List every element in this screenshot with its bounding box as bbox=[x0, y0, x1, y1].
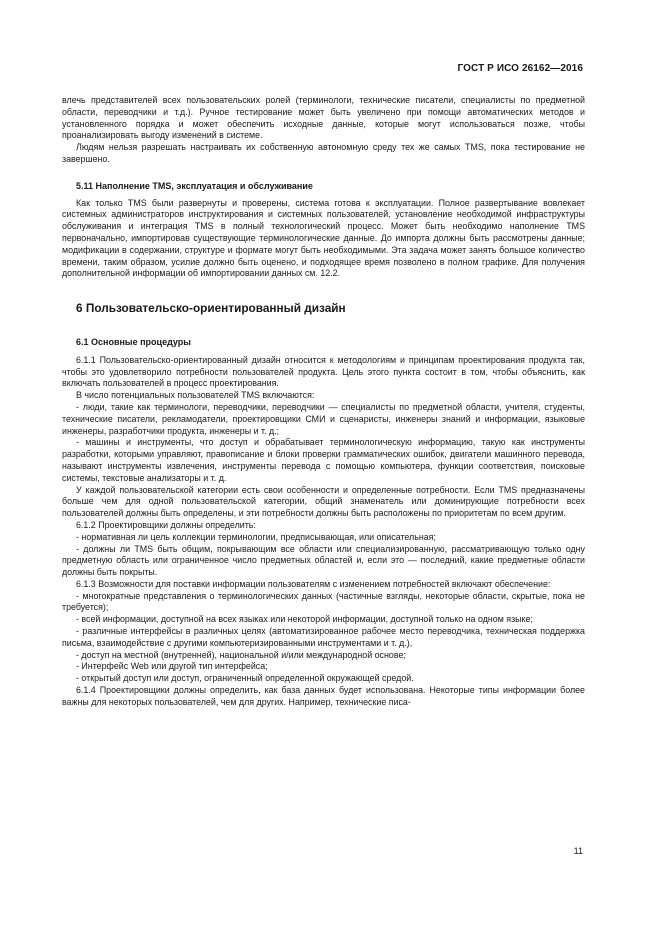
section-6-1-heading: 6.1 Основные процедуры bbox=[76, 336, 191, 347]
paragraph-6-1-4: 6.1.4 Проектировщики должны определить, как база данных будет использована. Некоторые типы информации более важны для некоторых пользователей, чем для других. Например, технические писа- bbox=[62, 685, 585, 707]
list-item: - Интерфейс Web или другой тип интерфейса; bbox=[76, 661, 268, 672]
paragraph-6-1-1: 6.1.1 Пользовательско-ориентированный дизайн относится к методологиям и принципам проектирования продукта так, чтобы это удовлетворило потребности пользователей продукта. Цель этого пункта состоит в том, чтобы объяснить, как включать пользователей в процесс проектирования. bbox=[62, 354, 585, 389]
paragraph-6-1-2: 6.1.2 Проектировщики должны определить: bbox=[76, 519, 256, 530]
intro-paragraph-2: Людям нельзя разрешать настраивать их собственную автономную среду тех же самых TMS, пока тестирование не завершено. bbox=[62, 142, 585, 164]
list-item: - открытый доступ или доступ, ограниченный определенной окружающей средой. bbox=[76, 673, 414, 684]
section-5-11-heading: 5.11 Наполнение TMS, эксплуатация и обслуживание bbox=[76, 180, 313, 191]
list-item: - люди, такие как терминологи, переводчики, переводчики — специалисты по предметной области, учителя, студенты, технические писатели, рекламодатели, проектировщики СМИ и сценаристы, инженеры знаний и информации, языковые инженеры, разработчики продукта, инженеры и т. д.; bbox=[62, 401, 585, 436]
section-6-heading: 6 Пользовательско-ориентированный дизайн bbox=[76, 301, 346, 316]
standard-header: ГОСТ Р ИСО 26162—2016 bbox=[457, 63, 583, 74]
list-item: - должны ли TMS быть общим, покрывающим все области или специализированную, рассматривающую только одну предметную область или ограниченное число предметных областей и, если это — последний, какие предметные области должны быть покрыты. bbox=[62, 543, 585, 578]
list-item: - многократные представления о терминологических данных (частичные взгляды, некоторые области, скрытые, пока не требуется); bbox=[62, 590, 585, 613]
paragraph-categories: У каждой пользовательской категории есть свои особенности и определенные потребности. Если TMS предназначены больше чем для одной пользовательской категории, общий знаменатель или доминирующие потребности всех пользователей должны быть определены, и эти потребности должны быть расположены по приоритетам по всем другим. bbox=[62, 484, 585, 519]
list-item: - машины и инструменты, что доступ и обрабатывает терминологическую информацию, такую как инструменты разработки, которыми управляют, правописание и блоки проверки грамматических ошибок, двигатели машинного перевода, называют инструменты извлечения, инструменты перевода с помощью компьютера, функции соответствия, поисковые системы, текстовые анализаторы и т. д. bbox=[62, 437, 585, 483]
list-item: - доступ на местной (внутренней), национальной и/или международной основе; bbox=[76, 649, 406, 660]
intro-paragraph-1: влечь представителей всех пользовательских ролей (терминологи, технические писатели, специалисты по предметной области, переводчики и т.д.). Ручное тестирование может быть увеличено при помощи автоматических методов и установленного порядка и может обеспечить исходные данные, которые могут использоваться позже, чтобы проанализировать выгоду изменений в системе. bbox=[62, 95, 585, 141]
paragraph-6-1-3: 6.1.3 Возможности для поставки информации пользователям с изменением потребностей включают обеспечение: bbox=[76, 578, 551, 589]
page-content bbox=[62, 95, 585, 709]
list-item: - нормативная ли цель коллекции терминологии, предписывающая, или описательная; bbox=[76, 531, 436, 542]
page-number: 11 bbox=[573, 846, 583, 856]
section-5-11-text: Как только TMS были развернуты и проверены, система готова к эксплуатации. Полное развертывание вовлекает системных администраторов инструктирования и системных пользователей, установление необходимой инфраструктуры обслуживания и интеграция TMS в полный технологический процесс. Может быть необходимо наполнение TMS первоначально, импортировав существующие терминологические данные. До импорта должны быть рассмотрены данные; модификации в содержании, структуре и формате могут быть необходимыми. Эта задача может занять большое количество времени, таким образом, усилие должно быть оценено, и подходящее время позволено в полном графике. Для получения дополнительной информации об импортировании данных см. 12.2. bbox=[62, 197, 585, 279]
paragraph-users-intro: В число потенциальных пользователей TMS включаются: bbox=[76, 390, 315, 401]
list-item: - всей информации, доступной на всех языках или некоторой информации, доступной только на одном языке; bbox=[76, 614, 533, 625]
list-item: - различные интерфейсы в различных целях (автоматизированное рабочее место переводчика, техническая поддержка письма, взаимодействие с другими компьютеризированными инструментами и т. д.), bbox=[62, 626, 585, 648]
